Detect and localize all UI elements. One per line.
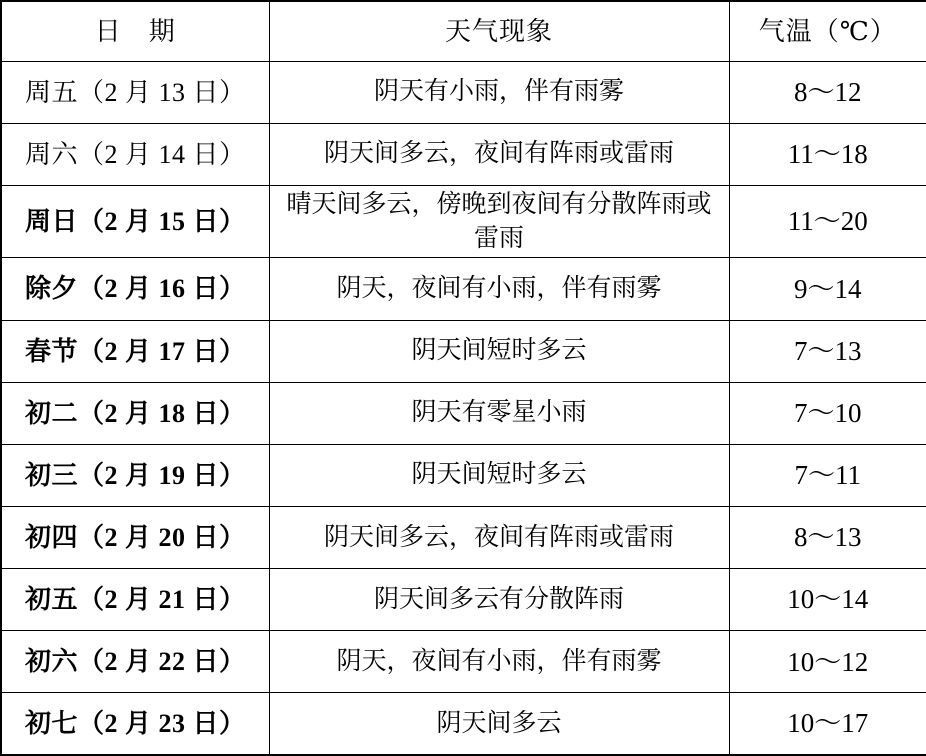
weather-cell: 阴天有小雨，伴有雨雾 [269,61,729,123]
weather-cell: 阴天有零星小雨 [269,382,729,444]
table-row [1,258,926,320]
temp-cell: 7～11 [729,444,926,506]
date-cell: 初三（2 月 19 日） [1,444,269,506]
temp-cell: 11～20 [729,185,926,258]
date-cell: 周日（2 月 15 日） [1,185,269,258]
temp-cell: 9～14 [729,258,926,320]
table-row [1,320,926,382]
date-cell: 初二（2 月 18 日） [1,382,269,444]
column-header-date: 日 期 [1,1,269,61]
temp-cell: 7～13 [729,320,926,382]
table-row [1,123,926,185]
date-cell: 除夕（2 月 16 日） [1,258,269,320]
weather-cell: 阴天间多云，夜间有阵雨或雷雨 [269,506,729,568]
date-cell: 周六（2 月 14 日） [1,123,269,185]
date-cell: 初五（2 月 21 日） [1,569,269,631]
weather-cell: 阴天，夜间有小雨，伴有雨雾 [269,258,729,320]
weather-cell: 阴天间短时多云 [269,444,729,506]
weather-cell: 阴天间多云有分散阵雨 [269,569,729,631]
table-row [1,506,926,568]
date-cell: 初四（2 月 20 日） [1,506,269,568]
table-row [1,631,926,693]
weather-cell: 阴天间多云，夜间有阵雨或雷雨 [269,123,729,185]
temp-cell: 8～12 [729,61,926,123]
table-row [1,569,926,631]
temp-cell: 10～17 [729,693,926,755]
weather-cell: 阴天，夜间有小雨，伴有雨雾 [269,631,729,693]
weather-cell: 晴天间多云，傍晚到夜间有分散阵雨或雷雨 [269,185,729,258]
temp-cell: 8～13 [729,506,926,568]
date-cell: 春节（2 月 17 日） [1,320,269,382]
table-row [1,444,926,506]
table-row [1,185,926,258]
table-row [1,382,926,444]
column-header-temperature: 气温（℃） [729,1,926,61]
date-cell: 初七（2 月 23 日） [1,693,269,755]
date-cell: 初六（2 月 22 日） [1,631,269,693]
header-row [1,1,926,61]
date-cell: 周五（2 月 13 日） [1,61,269,123]
table-row [1,61,926,123]
table-row [1,693,926,755]
temp-cell: 11～18 [729,123,926,185]
weather-cell: 阴天间短时多云 [269,320,729,382]
table-body [1,61,926,755]
temp-cell: 10～12 [729,631,926,693]
temp-cell: 7～10 [729,382,926,444]
column-header-weather: 天气现象 [269,1,729,61]
temp-cell: 10～14 [729,569,926,631]
weather-cell: 阴天间多云 [269,693,729,755]
